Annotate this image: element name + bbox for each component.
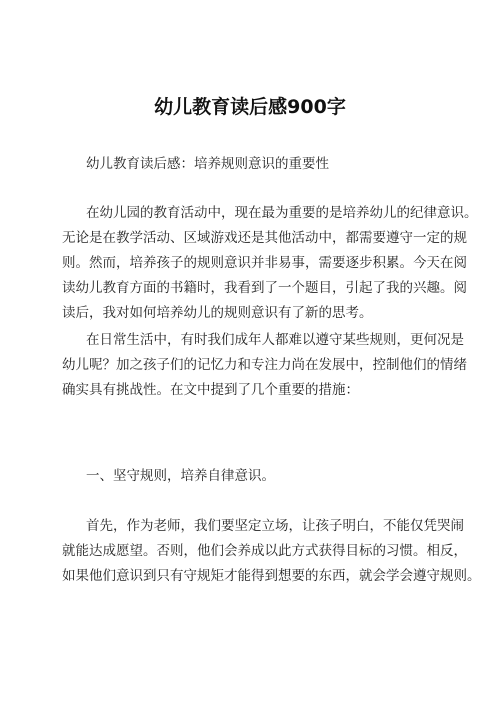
paragraph-line: 就能达成愿望。否则，他们会养成以此方式获得目标的习惯。相反， (62, 543, 467, 559)
paragraph-line: 读幼儿教育方面的书籍时，我看到了一个题目，引起了我的兴趣。阅 (62, 280, 467, 296)
paragraph-line: 首先，作为老师，我们要坚定立场，让孩子明白，不能仅凭哭闹 (86, 518, 464, 534)
paragraph-line: 在幼儿园的教育活动中，现在最为重要的是培养幼儿的纪律意识。 (86, 205, 478, 221)
paragraph-line: 幼儿呢？加之孩子们的记忆力和专注力尚在发展中，控制他们的情绪 (62, 357, 467, 373)
paragraph-line: 在日常生活中，有时我们成年人都难以遵守某些规则，更何况是 (86, 332, 464, 348)
paragraph-line: 无论是在教学活动、区域游戏还是其他活动中，都需要遵守一定的规 (62, 230, 467, 246)
section-heading (86, 464, 471, 489)
paragraph-line: 读后，我对如何培养幼儿的规则意识有了新的思考。 (62, 305, 373, 321)
paragraph-3 (62, 514, 481, 589)
document-subtitle: 幼儿教育读后感：培养规则意识的重要性 (86, 156, 329, 172)
paragraph-line: 如果他们意识到只有守规矩才能得到想要的东西，就会学会遵守规则。 (62, 568, 481, 584)
paragraph-2 (62, 328, 467, 403)
section-heading-text: 一、坚守规则，培养自律意识。 (86, 468, 275, 484)
paragraph-line: 则。然而，培养孩子的规则意识并非易事，需要逐步积累。今天在阅 (62, 255, 467, 271)
document-title: 幼儿教育读后感900字 (154, 96, 346, 118)
paragraph-line: 确实具有挑战性。在文中提到了几个重要的措施： (62, 382, 359, 398)
paragraph-1 (62, 201, 478, 326)
